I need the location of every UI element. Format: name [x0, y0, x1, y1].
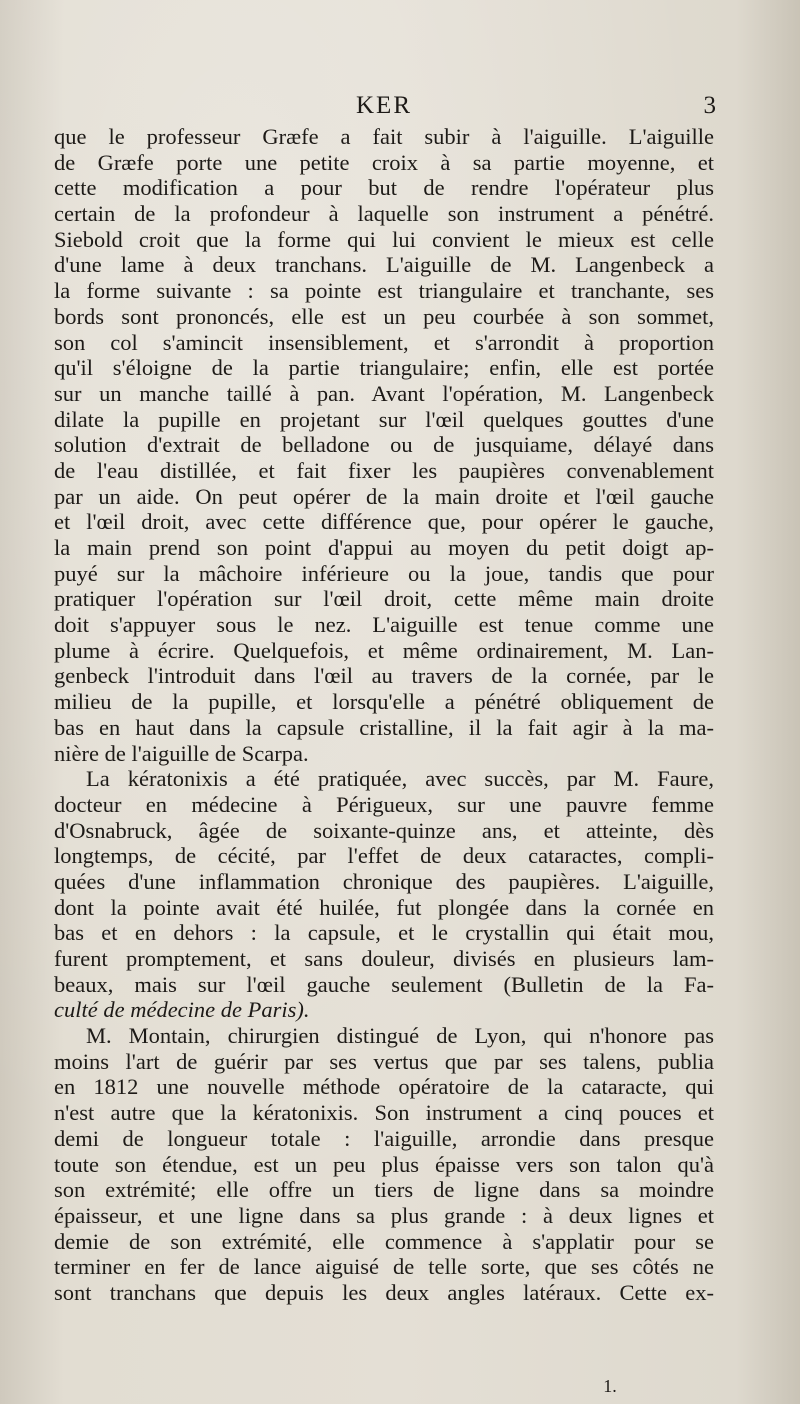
text-line: d'Osnabruck, âgée de soixante-quinze ans, et atteinte, dès [54, 817, 714, 843]
paragraph [54, 766, 714, 1023]
text-line: La kératonixis a été pratiquée, avec succès, par M. Faure, [86, 766, 714, 792]
text-line: d'une lame à deux tranchans. L'aiguille de M. Langenbeck a [54, 252, 714, 278]
text-line: bas et en dehors : la capsule, et le crystallin qui était mou, [54, 920, 714, 946]
text-line: certain de la profondeur à laquelle son instrument a pénétré. [54, 201, 714, 227]
text-line: quées d'une inflammation chronique des paupières. L'aiguille, [54, 868, 714, 894]
text-line: puyé sur la mâchoire inférieure ou la joue, tandis que pour [54, 560, 714, 586]
text-line: Siebold croit que la forme qui lui convient le mieux est celle [54, 226, 714, 252]
text-line: longtemps, de cécité, par l'effet de deux cataractes, compli- [54, 843, 714, 869]
text-line: de l'eau distillée, et fait fixer les paupières convenablement [54, 457, 714, 483]
text-line: demi de longueur totale : l'aiguille, arrondie dans presque [54, 1125, 714, 1151]
text-line: sont tranchans que depuis les deux angles latéraux. Cette ex- [54, 1279, 714, 1305]
text-line: furent promptement, et sans douleur, divisés en plusieurs lam- [54, 946, 714, 971]
text-line: bas en haut dans la capsule cristalline, il la fait agir à la ma- [54, 714, 714, 740]
text-line: de Græfe porte une petite croix à sa partie moyenne, et [54, 149, 714, 175]
text-line: n'est autre que la kératonixis. Son instrument a cinq pouces et [54, 1100, 714, 1126]
running-head: KER [356, 92, 412, 119]
text-line: doit s'appuyer sous le nez. L'aiguille est tenue comme une [54, 612, 714, 638]
text-line: demie de son extrémité, elle commence à s'applatir pour se [54, 1228, 714, 1254]
text-line: bords sont prononcés, elle est un peu courbée à son sommet, [54, 303, 714, 329]
body-text [54, 124, 714, 1306]
text-line: culté de médecine de Paris). [54, 997, 310, 1023]
text-line: moins l'art de guérir par ses vertus que par ses talens, publia [54, 1048, 714, 1074]
text-line: que le professeur Græfe a fait subir à l'aiguille. L'aiguille [54, 124, 714, 149]
text-line: sur un manche taillé à pan. Avant l'opération, M. Langenbeck [54, 380, 714, 406]
page-number: 3 [703, 92, 716, 119]
text-line: milieu de la pupille, et lorsqu'elle a pénétré obliquement de [54, 689, 714, 715]
text-line: et l'œil droit, avec cette différence que, pour opérer le gauche, [54, 509, 714, 535]
paragraph [54, 124, 714, 766]
text-line: qu'il s'éloigne de la partie triangulaire; enfin, elle est portée [54, 355, 714, 381]
text-line: terminer en fer de lance aiguisé de telle sorte, que ses côtés ne [54, 1254, 714, 1280]
text-line: cette modification a pour but de rendre l'opérateur plus [54, 175, 714, 201]
text-line: épaisseur, et une ligne dans sa plus grande : à deux lignes et [54, 1202, 714, 1228]
text-line: nière de l'aiguille de Scarpa. [54, 740, 309, 766]
text-line: genbeck l'introduit dans l'œil au travers de la cornée, par le [54, 663, 714, 689]
text-line: son extrémité; elle offre un tiers de ligne dans sa moindre [54, 1177, 714, 1203]
text-line: plume à écrire. Quelquefois, et même ordinairement, M. Lan- [54, 637, 714, 663]
text-line: dilate la pupille en projetant sur l'œil quelques gouttes d'une [54, 406, 714, 432]
text-line: par un aide. On peut opérer de la main droite et l'œil gauche [54, 483, 714, 509]
text-line: en 1812 une nouvelle méthode opératoire de la cataracte, qui [54, 1074, 714, 1100]
text-line: toute son étendue, est un peu plus épaisse vers son talon qu'à [54, 1151, 714, 1177]
text-line: la forme suivante : sa pointe est triangulaire et tranchante, ses [54, 278, 714, 304]
page-header [52, 92, 716, 126]
text-line: docteur en médecine à Périgueux, sur une pauvre femme [54, 791, 714, 817]
signature-mark: 1. [603, 1376, 617, 1396]
text-line: la main prend son point d'appui au moyen du petit doigt ap- [54, 535, 714, 560]
text-line: beaux, mais sur l'œil gauche seulement (Bulletin de la Fa- [54, 971, 714, 997]
text-line: M. Montain, chirurgien distingué de Lyon, qui n'honore pas [86, 1023, 714, 1049]
text-line: son col s'amincit insensiblement, et s'arrondit à proportion [54, 329, 714, 355]
paragraph [54, 1023, 714, 1306]
text-line: pratiquer l'opération sur l'œil droit, cette même main droite [54, 586, 714, 612]
text-line: dont la pointe avait été huilée, fut plongée dans la cornée en [54, 894, 714, 920]
text-line: solution d'extrait de belladone ou de jusquiame, délayé dans [54, 432, 714, 458]
